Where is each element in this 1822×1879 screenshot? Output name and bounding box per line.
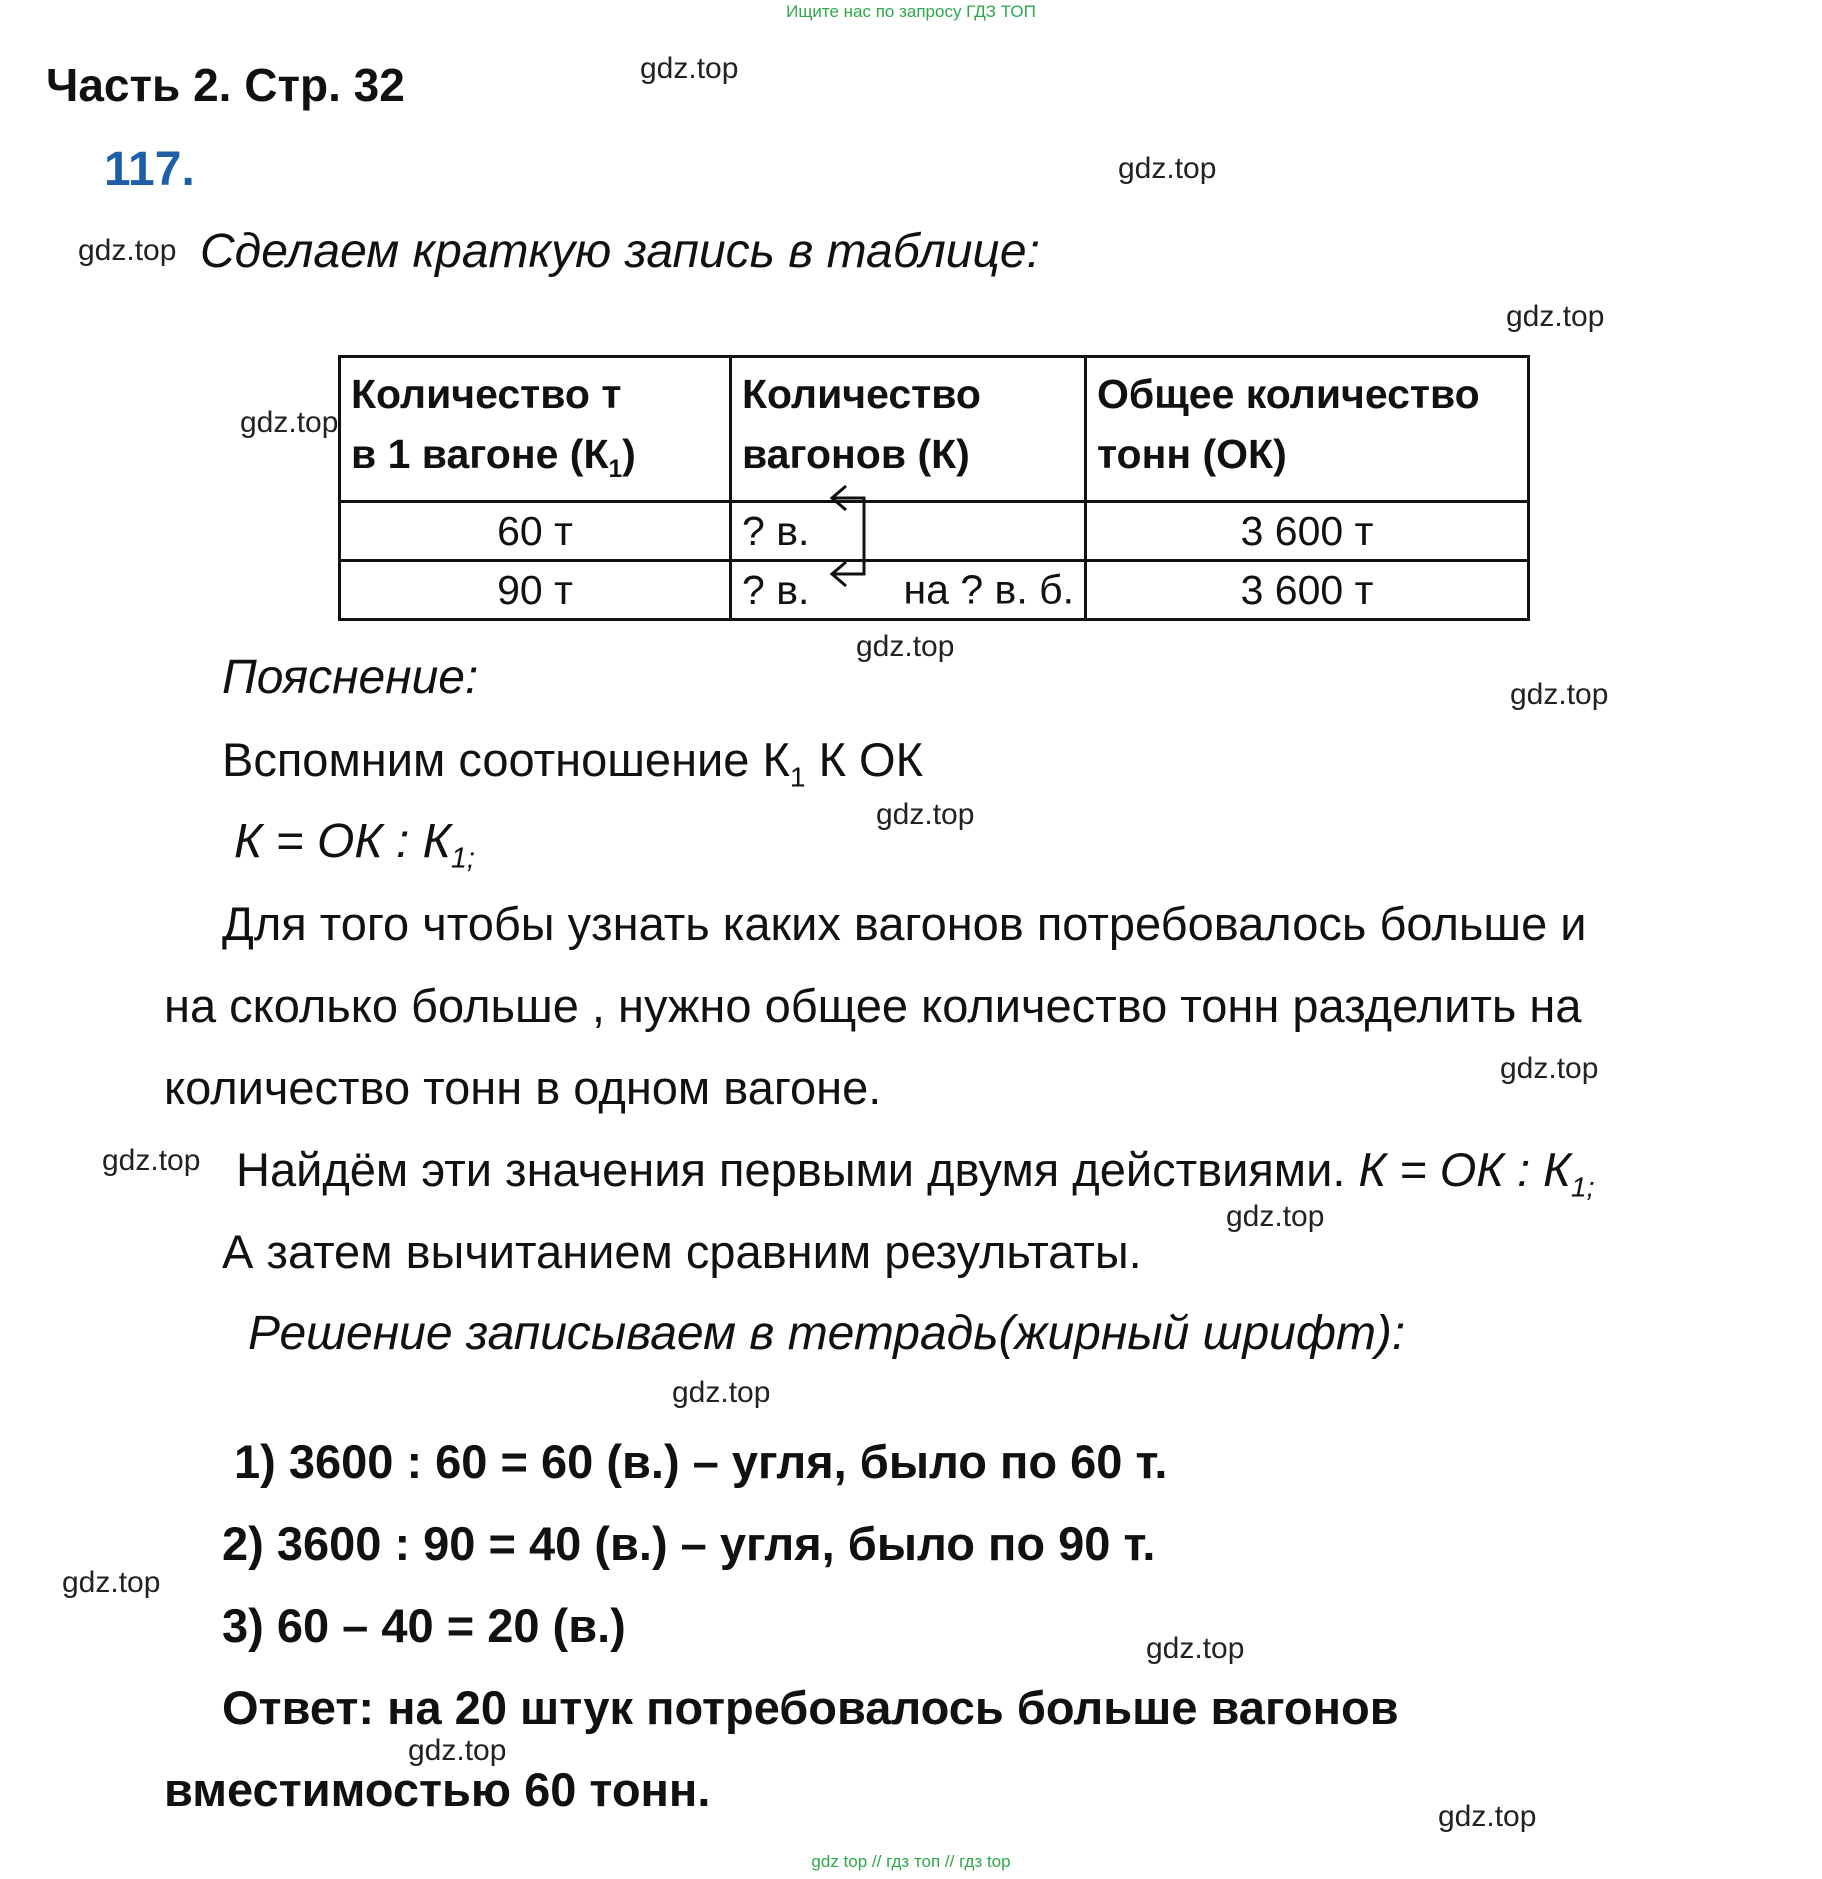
compare-text: А затем вычитанием сравним результаты. [222, 1225, 1142, 1278]
header-ok-line1: Общее количество [1097, 371, 1480, 417]
watermark: gdz.top [640, 52, 739, 85]
header-cell-ok [1086, 357, 1529, 502]
cell-k: ? в. [731, 502, 1086, 561]
header-k1-line1: Количество т [351, 371, 622, 417]
header-k-line2: вагонов (К) [742, 431, 970, 477]
find-values-text: Найдём эти значения первыми двумя действиями. К = ОК : $К_{1;}$ [236, 1143, 1595, 1203]
table-row [340, 502, 1529, 561]
formula: К = ОК : $К_{1;}$ [234, 815, 475, 875]
cell-k1: 90 т [340, 561, 731, 620]
explanation-label: Пояснение: [222, 651, 479, 704]
header-cell-k [731, 357, 1086, 502]
watermark: gdz.top [672, 1376, 771, 1409]
watermark: gdz.top [876, 798, 975, 831]
watermark: gdz.top [1146, 1632, 1245, 1665]
watermark: gdz.top [856, 630, 955, 663]
cell-ok: 3 600 т [1086, 561, 1529, 620]
bottom-banner: gdz top // гдз топ // гдз top [811, 1852, 1011, 1871]
solution-step: 1) 3600 : 60 = 60 (в.) – угля, было по 60 т. [234, 1435, 1168, 1488]
table-row [340, 561, 1529, 620]
watermark: gdz.top [102, 1144, 201, 1177]
header-ok-line2: тонн (ОК) [1097, 431, 1287, 477]
intro-text: Сделаем краткую запись в таблице: [200, 225, 1040, 278]
solution-step: 3) 60 – 40 = 20 (в.) [222, 1599, 626, 1652]
answer-line: вместимостью 60 тонн. [164, 1763, 711, 1816]
watermark: gdz.top [78, 234, 177, 267]
answer-line: Ответ: на 20 штук потребовалось больше вагонов [222, 1681, 1399, 1734]
task-number: 117. [104, 143, 195, 196]
solution-label: Решение записываем в тетрадь(жирный шрифт): [248, 1307, 1406, 1360]
header-k1-line2: в 1 вагоне $(К_1)$ [351, 431, 636, 484]
summary-table [338, 355, 1530, 621]
watermark: gdz.top [1506, 300, 1605, 333]
watermark: gdz.top [1118, 152, 1217, 185]
watermark: gdz.top [1438, 1800, 1537, 1833]
table-header-row [340, 357, 1529, 502]
paragraph-line: на сколько больше , нужно общее количество тонн разделить на [164, 979, 1582, 1032]
watermark: gdz.top [1500, 1052, 1599, 1085]
cell-ok: 3 600 т [1086, 502, 1529, 561]
cell-k1: 60 т [340, 502, 731, 561]
comparison-note: на ? в. б. [903, 566, 1074, 613]
watermark: gdz.top [240, 406, 339, 439]
watermark: gdz.top [62, 1566, 161, 1599]
paragraph-line: количество тонн в одном вагоне. [164, 1061, 882, 1114]
watermark: gdz.top [1510, 678, 1609, 711]
watermark: gdz.top [408, 1734, 507, 1767]
cell-k: ? в. на ? в. б. [731, 561, 1086, 620]
header-cell-k1 [340, 357, 731, 502]
top-banner: Ищите нас по запросу ГДЗ ТОП [786, 2, 1036, 21]
comparison-bracket-arrow-icon [820, 478, 880, 588]
paragraph-line: Для того чтобы узнать каких вагонов потребовалось больше и [222, 897, 1587, 950]
watermark: gdz.top [1226, 1200, 1325, 1233]
page-heading: Часть 2. Стр. 32 [46, 59, 405, 111]
header-k-line1: Количество [742, 371, 981, 417]
relation-text: Вспомним соотношение $К_1$ К ОК [222, 733, 923, 793]
solution-step: 2) 3600 : 90 = 40 (в.) – угля, было по 90 т. [222, 1517, 1156, 1570]
